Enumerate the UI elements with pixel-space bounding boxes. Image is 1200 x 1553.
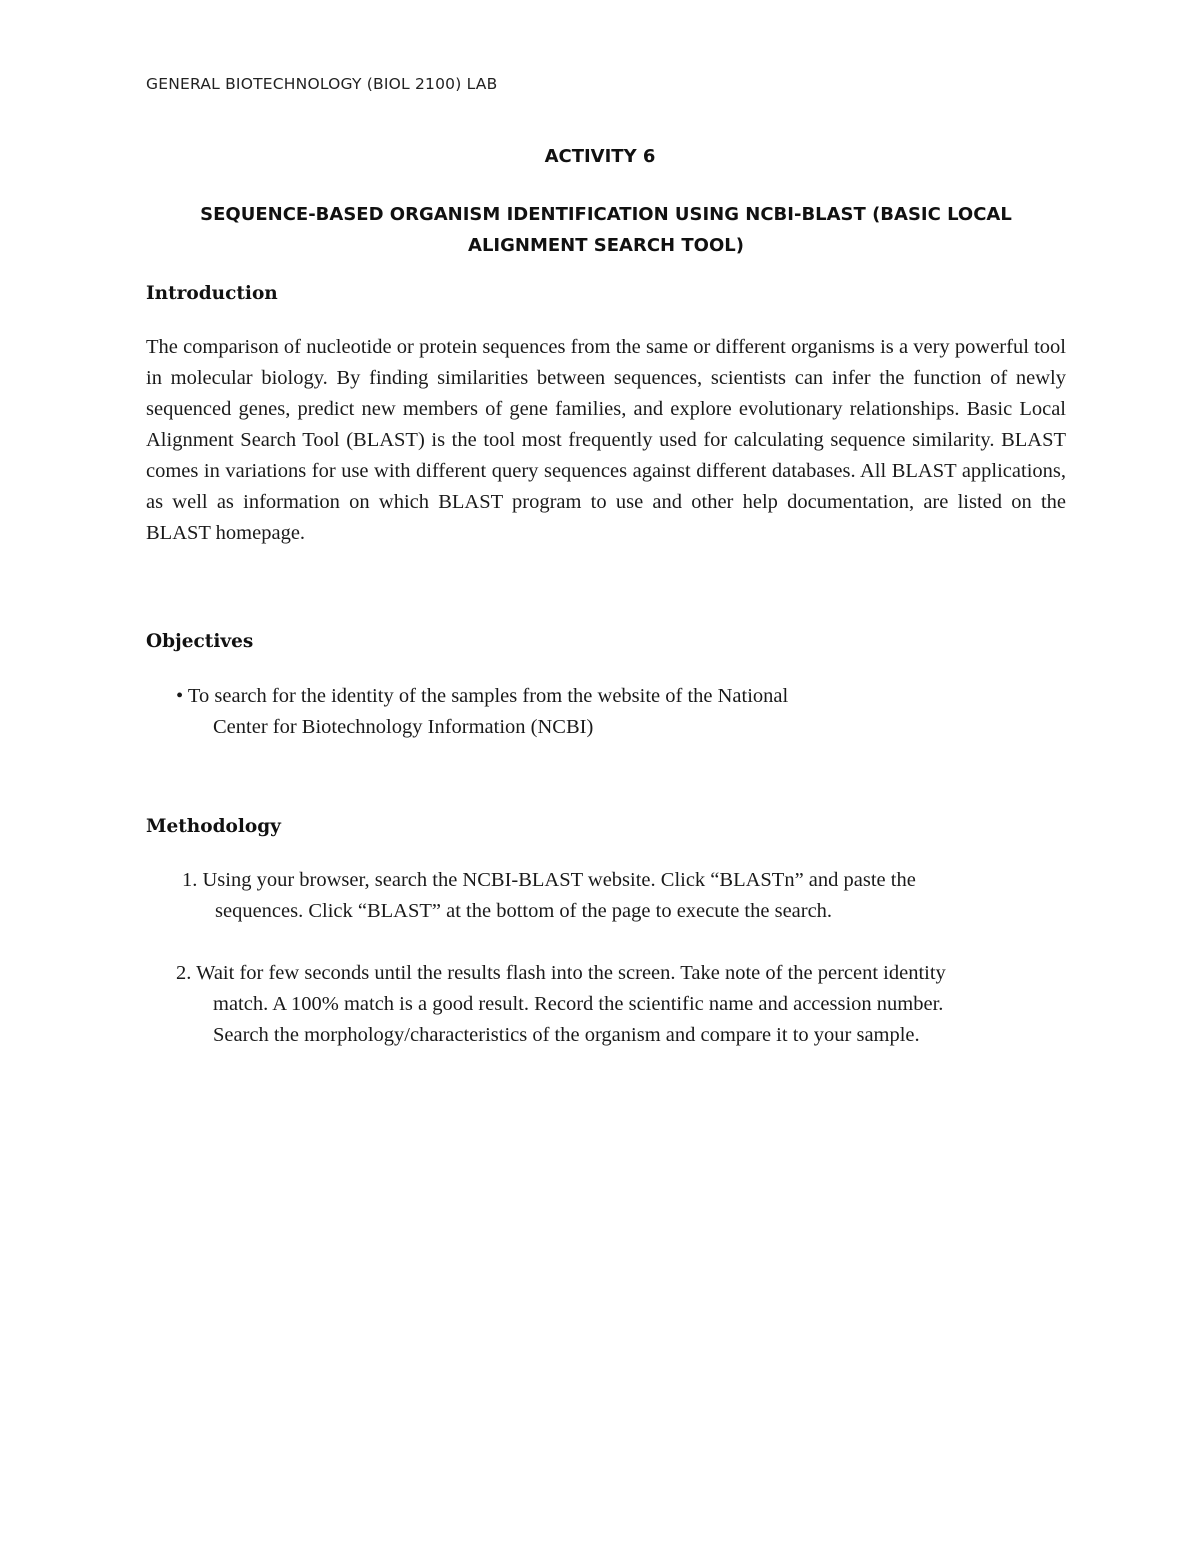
document-title: SEQUENCE-BASED ORGANISM IDENTIFICATION USING NCBI-BLAST (BASIC LOCAL ALIGNMENT SEARCH TOOL)	[200, 204, 1012, 256]
objective-item-line-2: Center for Biotechnology Information (NCBI)	[213, 716, 594, 738]
methodology-step-2-line-1: 2. Wait for few seconds until the results flash into the screen. Take note of the percent identity	[176, 962, 946, 984]
methodology-step-1-line-1: 1. Using your browser, search the NCBI-BLAST website. Click “BLASTn” and paste the	[182, 869, 916, 891]
methodology-step-1-line-2: sequences. Click “BLAST” at the bottom of the page to execute the search.	[215, 900, 833, 922]
introduction-heading: Introduction	[146, 283, 278, 304]
methodology-heading: Methodology	[146, 816, 281, 837]
methodology-step-2-line-2: match. A 100% match is a good result. Record the scientific name and accession number.	[213, 993, 944, 1015]
objective-item-line-1: • To search for the identity of the samples from the website of the National	[176, 685, 789, 707]
objectives-heading: Objectives	[146, 631, 254, 652]
running-header: GENERAL BIOTECHNOLOGY (BIOL 2100) LAB	[146, 75, 498, 93]
activity-label: ACTIVITY 6	[544, 146, 656, 167]
methodology-step-2-line-3: Search the morphology/characteristics of the organism and compare it to your sample.	[213, 1024, 920, 1046]
introduction-paragraph: The comparison of nucleotide or protein sequences from the same or different organisms is a very powerful tool in molecular biology. By finding similarities between sequences, scientists can infer the function of newly sequenced genes, predict new members of gene families, and explore evolutionary relationships. Basic Local Alignment Search Tool (BLAST) is the tool most frequently used for calculating sequence similarity. BLAST comes in variations for use with different query sequences against different databases. All BLAST applications, as well as information on which BLAST program to use and other help documentation, are listed on the BLAST homepage.	[146, 336, 1066, 544]
